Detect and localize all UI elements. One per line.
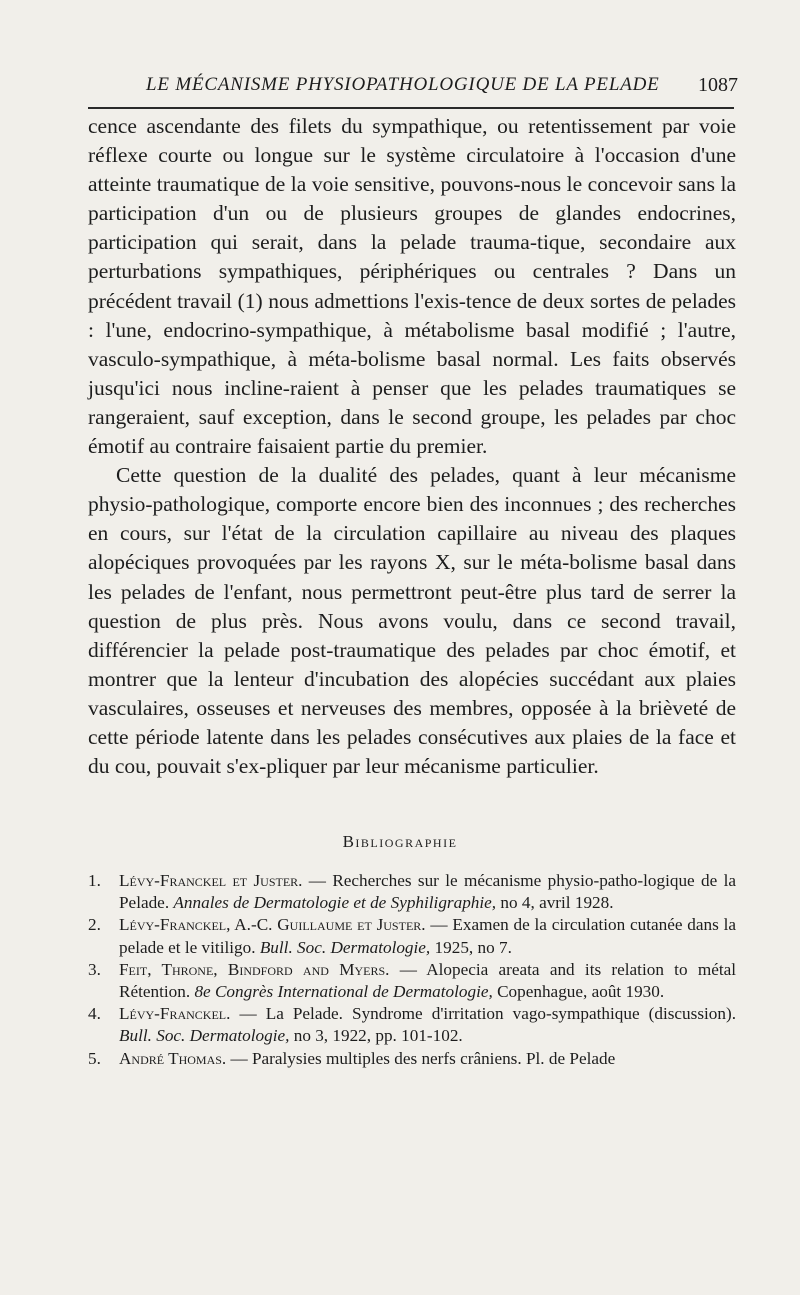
entry-authors: Lévy-Franckel, A.-C. Guillaume et Juster.: [119, 915, 426, 935]
page-number: 1087: [698, 74, 738, 96]
entry-number: 5.: [88, 1048, 101, 1068]
entry-authors: Lévy-Franckel.: [119, 1004, 231, 1024]
entry-tail: no 3, 1922, pp. 101-102.: [289, 1026, 463, 1046]
entry-authors: André Thomas.: [119, 1048, 227, 1068]
entry-authors: Lévy-Franckel et Juster.: [119, 871, 303, 890]
entry-tail: no 4, avril 1928.: [496, 893, 614, 913]
bibliography-heading: Bibliographie: [342, 832, 458, 851]
bibliography-entry: [88, 1048, 736, 1070]
running-header: [88, 68, 738, 102]
body-text: [88, 112, 736, 781]
running-title: LE MÉCANISME PHYSIOPATHOLOGIQUE DE LA PELADE: [146, 74, 660, 95]
paragraph: Cette question de la dualité des pelades, quant à leur mécanisme physio-pathologique, comporte encore bien des inconnues ; des recherches en cours, sur l'état de la circulation capillaire au niveau des plaques alopéciques provoquées par les rayons X, sur le méta-bolisme basal dans les pelades de l'enfant, nous permettront peut-être plus tard de serrer la question de plus près. Nous avons voulu, dans ce second travail, différencier la pelade post-traumatique des pelades par choc émotif, et montrer que la lenteur d'incubation des alopécies succédant aux plaies vasculaires, osseuses et nerveuses des membres, opposée à la brièveté de cette période latente dans les pelades consécutives aux plaies de la face et du cou, pouvait s'ex-pliquer par leur mécanisme particulier.: [88, 463, 736, 779]
entry-number: 1.: [88, 871, 101, 890]
bibliography-entry: [88, 1003, 736, 1047]
entry-journal: 8e Congrès International de Dermatologie,: [194, 982, 493, 1002]
entry-text: — Alopecia areata and its relation to métal Rétention.: [119, 959, 736, 1002]
entry-number: 3.: [88, 959, 101, 979]
header-rule: [88, 107, 734, 109]
entry-tail: 1925, no 7.: [430, 937, 512, 957]
entry-journal: Bull. Soc. Dermatologie,: [259, 937, 431, 957]
bibliography-list: [88, 870, 736, 1070]
entry-journal: Annales de Dermatologie et de Syphiligraphie,: [173, 893, 497, 913]
bibliography-entry: [88, 870, 736, 914]
entry-text: — Paralysies multiples des nerfs crâniens. Pl. de Pelade: [226, 1048, 616, 1068]
entry-number: 2.: [88, 915, 101, 935]
entry-tail: Copenhague, août 1930.: [492, 982, 665, 1002]
entry-text: — La Pelade. Syndrome d'irritation vago-sympathique (discussion).: [230, 1004, 736, 1024]
entry-authors: Feit, Throne, Bindford and Myers.: [119, 959, 390, 979]
bibliography-entry: [88, 914, 736, 958]
entry-journal: Bull. Soc. Dermatologie,: [119, 1026, 290, 1046]
entry-text: — Recherches sur le mécanisme physio-patho-logique de la Pelade.: [119, 871, 736, 913]
entry-number: 4.: [88, 1004, 101, 1024]
paragraph: cence ascendante des filets du sympathique, ou retentissement par voie réflexe courte ou longue sur le système circulatoire à l'occasion d'une atteinte traumatique de la voie sensitive, pouvons-nous le concevoir sans la participation d'un ou de plusieurs groupes de glandes endocrines, participation qui serait, dans la pelade trauma-tique, secondaire aux perturbations sympathiques, périphériques ou centrales ? Dans un précédent travail (1) nous admettions l'exis-tence de deux sortes de pelades : l'une, endocrino-sympathique, à métabolisme basal modifié ; l'autre, vasculo-sympathique, à méta-bolisme basal normal. Les faits observés jusqu'ici nous incline-raient à penser que les pelades traumatiques se rangeraient, sauf exception, dans le second groupe, les pelades par choc émotif au contraire faisaient partie du premier.: [88, 114, 736, 459]
entry-text: — Examen de la circulation cutanée dans la pelade et le vitiligo.: [119, 915, 736, 957]
bibliography-entry: [88, 959, 736, 1003]
